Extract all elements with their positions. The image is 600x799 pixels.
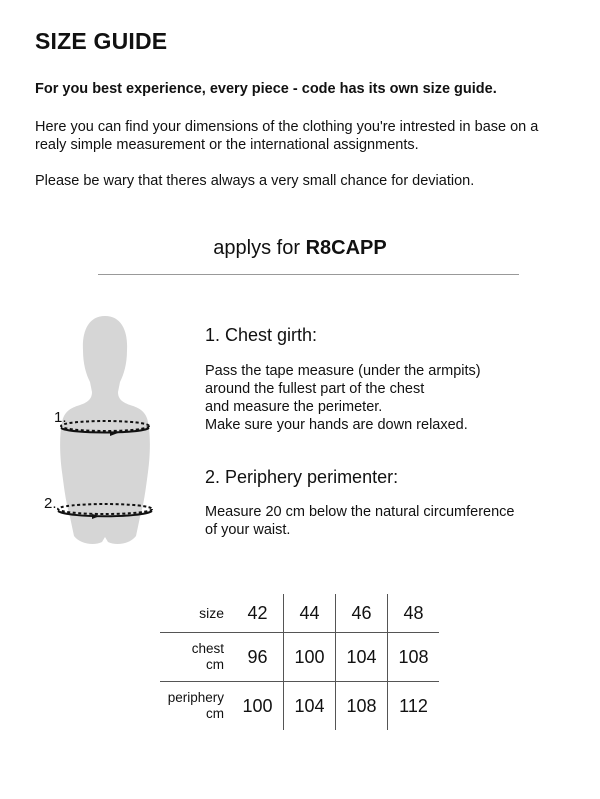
chest-line-2: around the fullest part of the chest [205,381,425,397]
periphery-heading: 2. Periphery perimenter: [205,467,399,487]
lead-text: For you best experience, every piece - code has its own size guide. [35,81,497,97]
page-title: SIZE GUIDE [35,28,168,54]
size-cell: 48 [388,594,440,633]
applies-for-heading [0,237,600,260]
periphery-cell: 108 [336,682,388,731]
table-row [160,633,439,682]
periphery-cell: 112 [388,682,440,731]
chest-instructions [205,362,565,434]
intro-paragraph [35,118,575,154]
periphery-cell: 104 [284,682,336,731]
intro-line-1: Here you can find your dimensions of the clothing you're intrested in base on a [35,119,539,135]
product-code: R8CAPP [305,237,387,259]
chest-cell: 100 [284,633,336,682]
size-label: size [199,605,224,621]
chest-line-1: Pass the tape measure (under the armpits) [205,363,481,379]
chest-label-line-1: chest [191,641,224,656]
chest-label [160,633,232,682]
chest-line-4: Make sure your hands are down relaxed. [205,417,468,433]
applies-prefix: applys for [213,237,306,259]
table-row [160,682,439,731]
size-table [160,594,439,730]
periphery-label-line-2: cm [206,706,224,721]
periphery-line-2: of your waist. [205,522,291,538]
table-row [160,594,439,633]
chest-cell: 96 [232,633,284,682]
periphery-label [160,682,232,731]
chest-heading: 1. Chest girth: [205,325,318,345]
chest-line-3: and measure the perimeter. [205,399,383,415]
figure-label-2: 2. [44,495,57,512]
periphery-line-1: Measure 20 cm below the natural circumference [205,504,515,520]
chest-label-line-2: cm [206,657,224,672]
size-cell: 46 [336,594,388,633]
periphery-cell: 100 [232,682,284,731]
deviation-note: Please be wary that theres always a very small chance for deviation. [35,173,475,189]
size-cell: 44 [284,594,336,633]
intro-line-2: realy simple measurement or the international assignments. [35,137,419,153]
chest-cell: 104 [336,633,388,682]
divider [98,274,519,275]
figure-label-1: 1. [54,409,67,426]
size-cell: 42 [247,602,268,623]
periphery-instructions [205,503,565,539]
body-silhouette-figure [40,312,170,550]
periphery-label-line-1: periphery [167,690,224,705]
chest-cell: 108 [388,633,440,682]
